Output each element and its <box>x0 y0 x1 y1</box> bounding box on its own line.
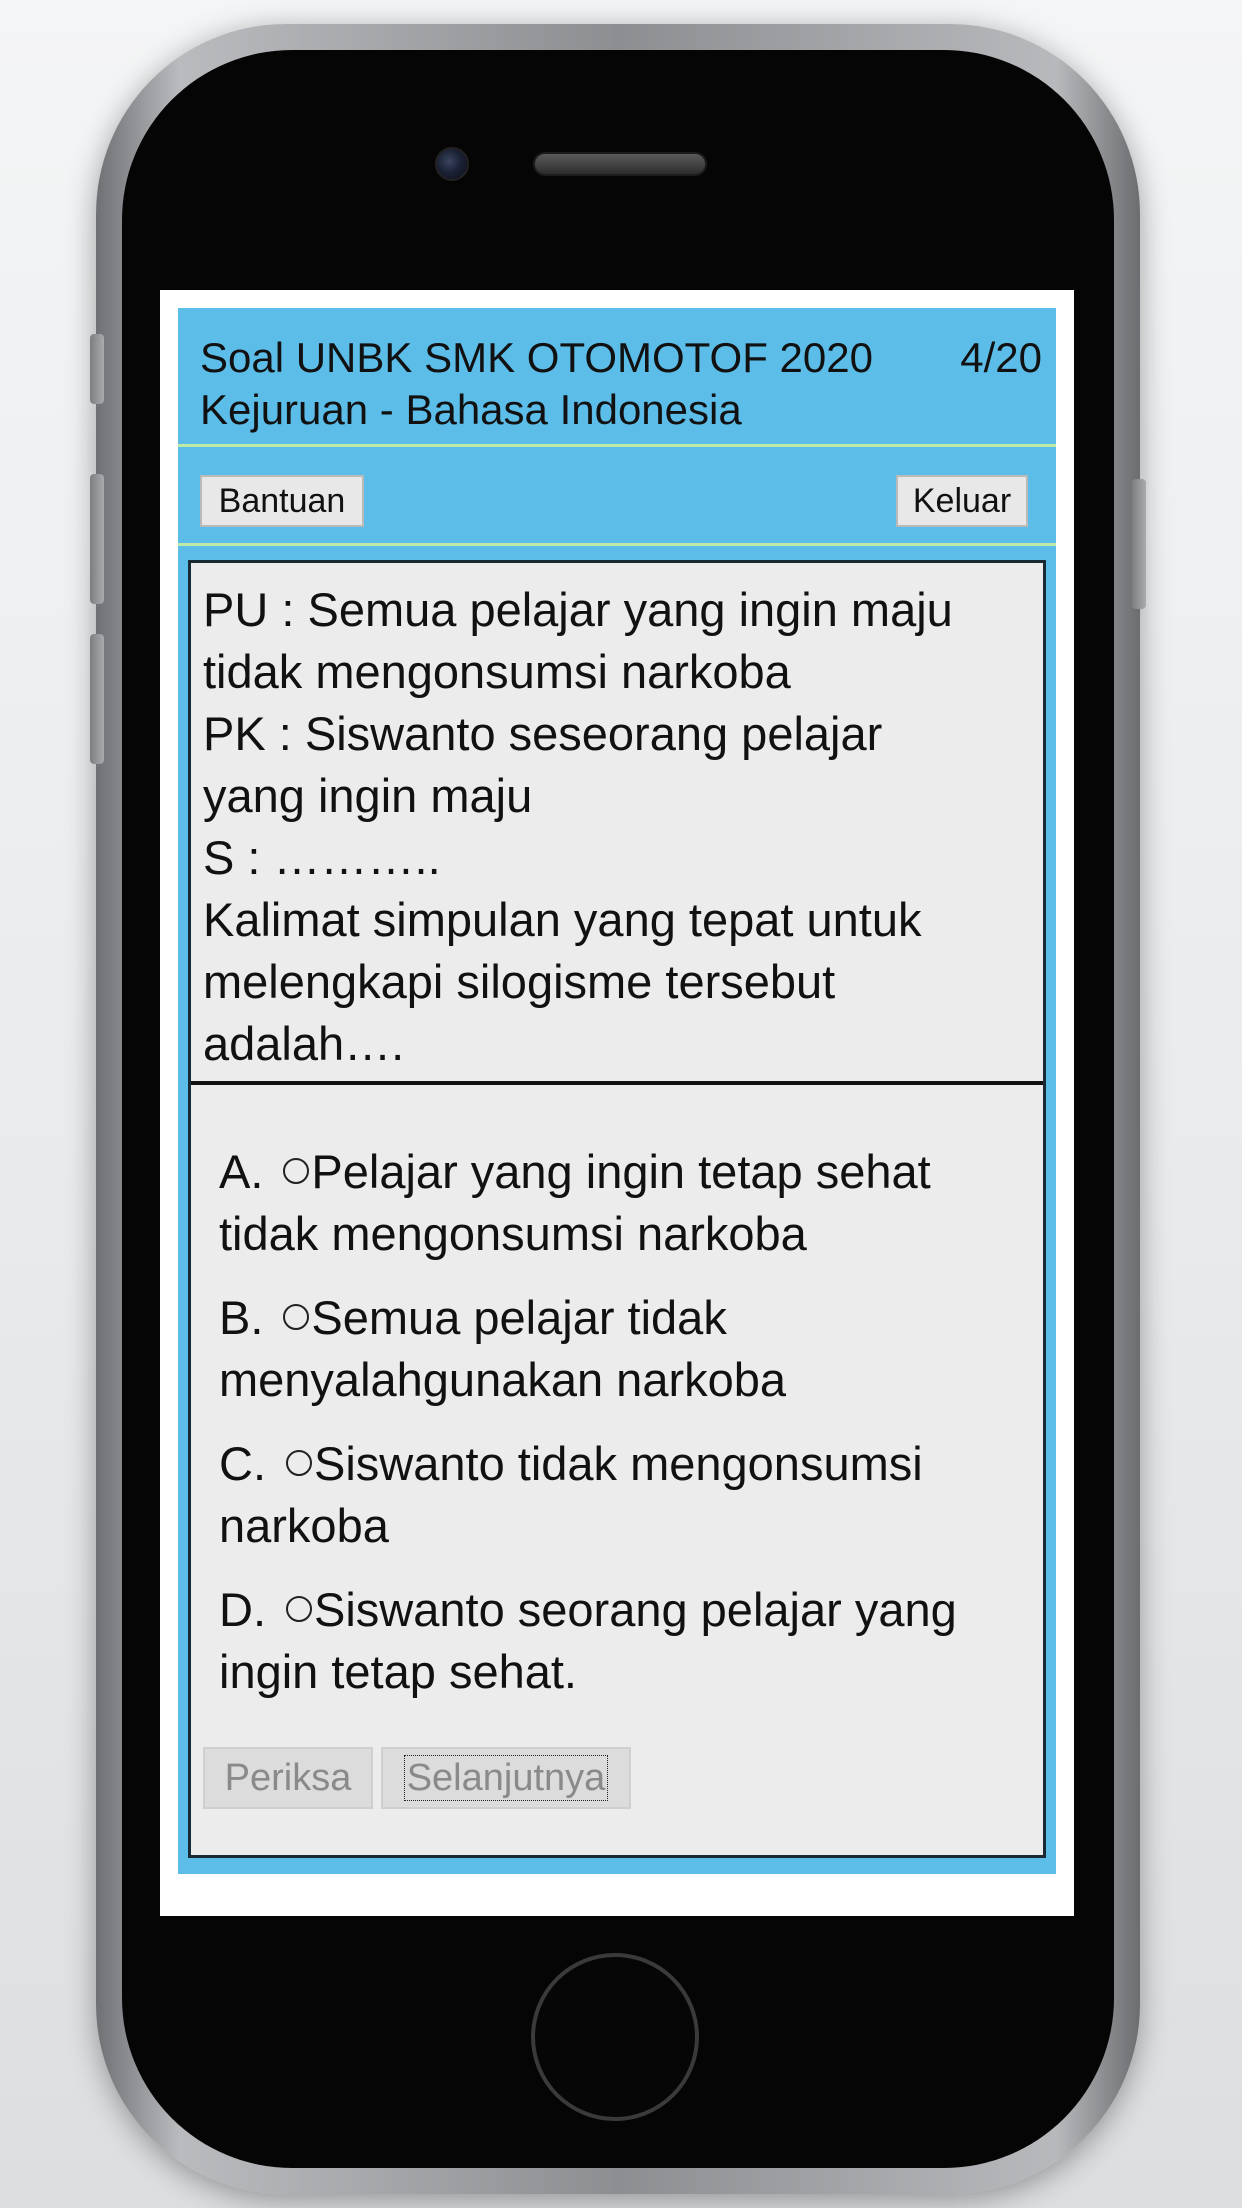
question-line: Kalimat simpulan yang tepat untuk <box>203 893 922 946</box>
quiz-toolbar <box>178 447 1056 543</box>
quiz-title: Soal UNBK SMK OTOMOTOF 2020 <box>200 334 873 381</box>
phone-screen <box>160 290 1074 1916</box>
question-line: PK : Siswanto seseorang pelajar <box>203 707 883 760</box>
phone-power-button <box>1132 479 1146 609</box>
footer-actions <box>203 1747 1043 1813</box>
radio-button-icon[interactable] <box>283 1158 309 1184</box>
quiz-header <box>178 308 1056 444</box>
toolbar-divider <box>178 543 1056 546</box>
check-button[interactable]: Periksa <box>203 1747 373 1809</box>
answer-option-a[interactable] <box>219 1141 1021 1265</box>
question-line: S : ……….. <box>203 831 441 884</box>
question-line: melengkapi silogisme tersebut <box>203 955 836 1008</box>
home-button[interactable] <box>531 1953 699 2121</box>
option-text: Semua pelajar tidak menyalahgunakan narkoba <box>219 1291 787 1406</box>
option-letter: C. <box>219 1437 266 1490</box>
question-text <box>191 563 1043 1085</box>
option-letter: D. <box>219 1583 266 1636</box>
answer-option-b[interactable] <box>219 1287 1021 1411</box>
radio-button-icon[interactable] <box>286 1596 312 1622</box>
question-counter: 4/20 <box>960 334 1042 381</box>
option-text: Siswanto seorang pelajar yang ingin tetap sehat. <box>219 1583 957 1698</box>
answer-option-c[interactable] <box>219 1433 1021 1557</box>
radio-button-icon[interactable] <box>283 1304 309 1330</box>
answer-option-d[interactable] <box>219 1579 1021 1703</box>
phone-volume-down-button <box>90 634 104 764</box>
option-letter: B. <box>219 1291 264 1344</box>
speaker-grille <box>533 152 707 176</box>
quiz-subtitle: Kejuruan - Bahasa Indonesia <box>200 386 742 433</box>
question-line: tidak mengonsumsi narkoba <box>203 645 791 698</box>
front-camera-icon <box>435 147 469 181</box>
option-text: Siswanto tidak mengonsumsi narkoba <box>219 1437 923 1552</box>
question-content <box>188 560 1046 1858</box>
quiz-panel <box>178 308 1056 1874</box>
next-button-label: Selanjutnya <box>404 1755 609 1801</box>
help-button[interactable]: Bantuan <box>200 475 364 527</box>
question-line: PU : Semua pelajar yang ingin maju <box>203 583 953 636</box>
phone-volume-up-button <box>90 474 104 604</box>
question-line: yang ingin maju <box>203 769 533 822</box>
option-letter: A. <box>219 1145 264 1198</box>
question-line: adalah…. <box>203 1017 405 1070</box>
exit-button[interactable]: Keluar <box>896 475 1028 527</box>
radio-button-icon[interactable] <box>286 1450 312 1476</box>
option-text: Pelajar yang ingin tetap sehat tidak mengonsumsi narkoba <box>219 1145 931 1260</box>
answer-options <box>191 1085 1043 1725</box>
phone-side-button <box>90 334 104 404</box>
next-button[interactable] <box>381 1747 631 1809</box>
